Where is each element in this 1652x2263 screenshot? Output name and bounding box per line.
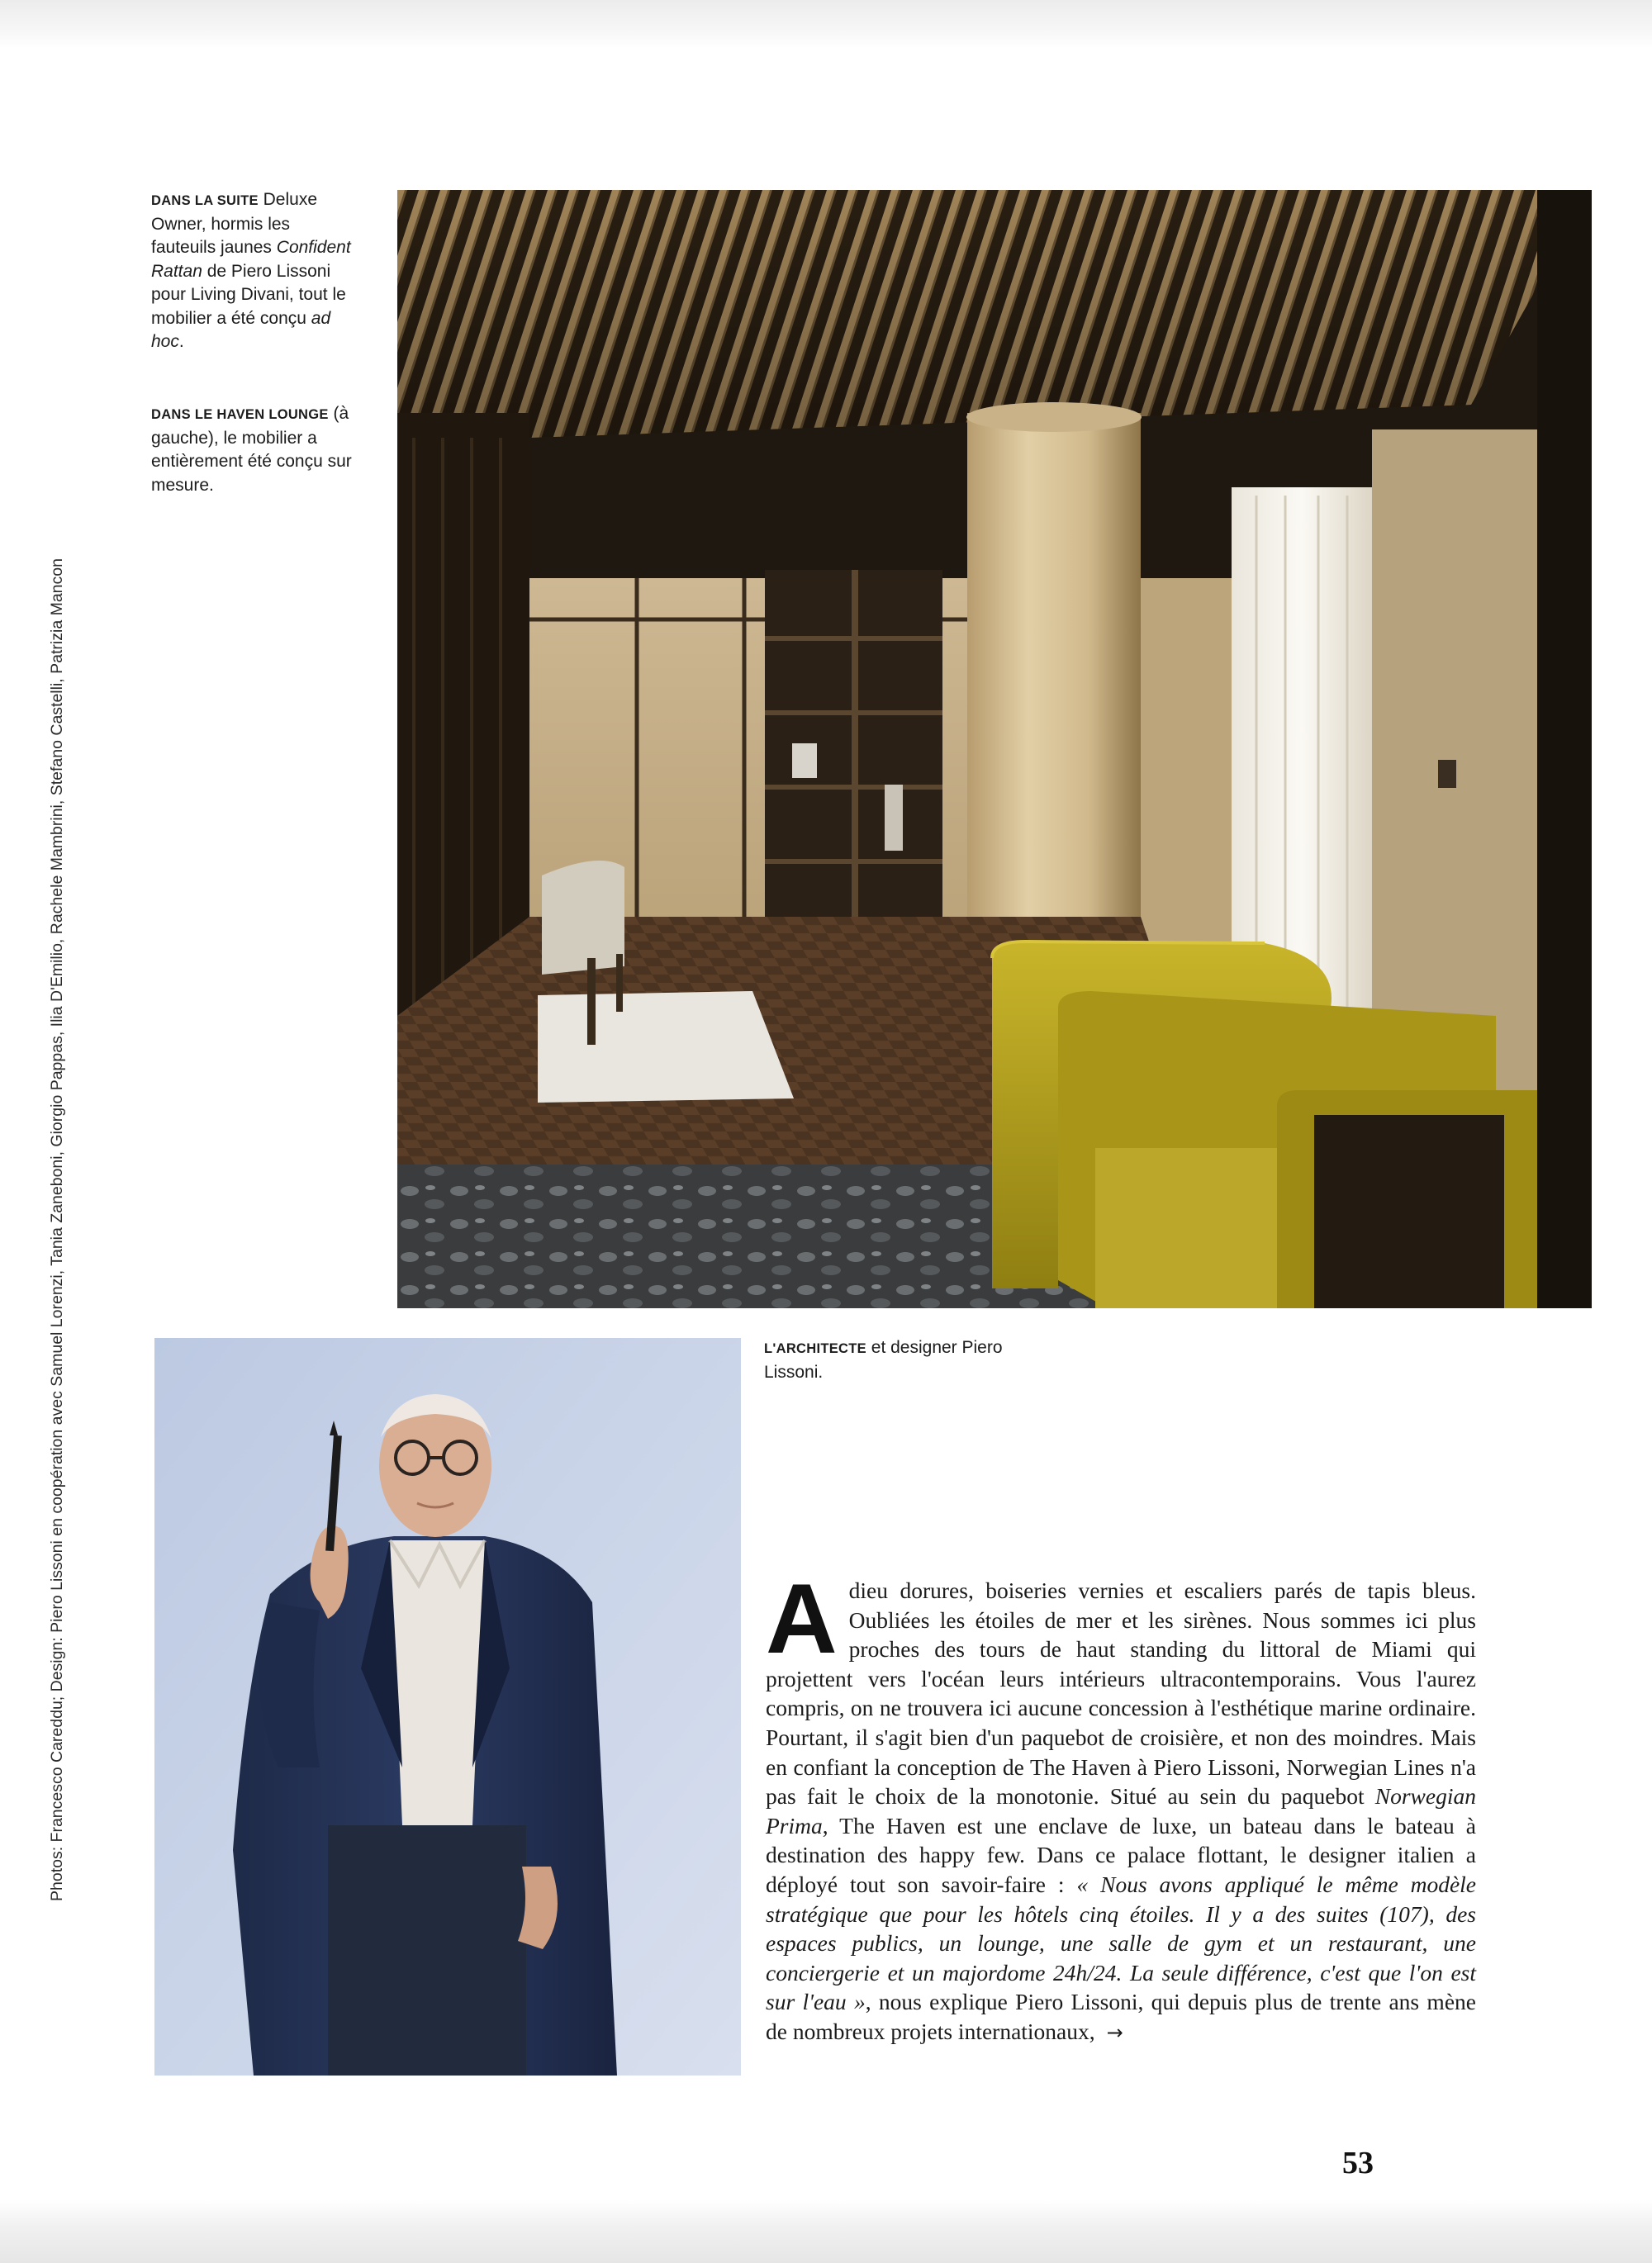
interior-photo — [397, 190, 1592, 1308]
caption-suite-lead: DANS LA SUITE — [151, 193, 259, 208]
caption-architect-text: et designer Piero Lissoni. — [764, 1338, 1003, 1382]
portrait-photo — [154, 1338, 741, 2076]
article-body — [766, 1563, 1477, 2048]
scan-edge-top — [0, 0, 1652, 48]
portrait-photo-svg — [154, 1338, 741, 2076]
article-text-1: dieu dorures, boiseries vernies et escaliers parés de tapis bleus. Oubliées les étoiles de mer et les sirènes. Nous sommes ici plus proches des tours de haut standing du littoral de Miami qui projettent vers l'océan leurs intérieurs ultracontemporains. Vous l'aurez compris, on ne trouvera ici aucune concession à l'esthétique marine ordinaire. Pourtant, il s'agit bien d'un paquebot de croisière, et non des moindres. Mais en confiant la conception de The Haven à Piero Lissoni, Norwegian Lines n'a pas fait le choix de la monotonie. Situé au sein du paquebot — [766, 1577, 1476, 1810]
lissoni-quote: « Nous avons appliqué le même modèle stratégique que pour les hôtels cinq étoiles. Il y a des suites (107), des espaces publics, un lounge, une salle de gym et un restaurant, une conciergerie et un majordome 24h/24. La seule différence, c'est que l'on est sur l'eau » — [766, 1871, 1477, 2015]
caption-architect — [764, 1336, 1012, 1384]
caption-lounge-text: (à gauche), le mobilier a entièrement été conçu sur mesure. — [151, 404, 352, 495]
caption-architect-lead: L'ARCHITECTE — [764, 1341, 866, 1356]
scan-edge-bottom — [0, 2200, 1652, 2263]
caption-suite-italic-1: Confident Rattan — [151, 238, 351, 281]
interior-photo-svg — [397, 190, 1592, 1308]
article-text-3: , nous explique Piero Lissoni, qui depuis plus de trente ans mène de nombreux projets internationaux, — [766, 1989, 1476, 2044]
article-text-2: , The Haven est une enclave de luxe, un bateau dans le bateau à destination des happy few. Dans ce palace flottant, le designer italien a déployé tout son savoir-faire : — [766, 1812, 1476, 1897]
caption-suite — [151, 188, 358, 354]
drop-cap: A — [766, 1563, 838, 1674]
page-number: 53 — [1342, 2146, 1374, 2180]
caption-lounge — [151, 402, 358, 497]
caption-suite-text-1: Deluxe Owner, hormis les fauteuils jaunes — [151, 190, 317, 257]
caption-suite-text-3: . — [178, 332, 184, 351]
caption-lounge-lead: DANS LE HAVEN LOUNGE — [151, 407, 329, 422]
photo-credits: Photos: Francesco Careddu; Design: Piero Lissoni en coopération avec Samuel Lorenzi, Tania Zaneboni, Giorgio Pappas, Ilia D'Emilio, Rachele Mambrini, Stefano Castelli, Patrizia Mancon — [48, 558, 66, 1901]
caption-suite-text-2: de Piero Lissoni pour Living Divani, tout le mobilier a été conçu — [151, 261, 346, 328]
continue-arrow-icon: → — [1106, 2020, 1123, 2044]
ship-name: Norwegian Prima — [766, 1783, 1476, 1838]
caption-suite-italic-2: ad hoc — [151, 308, 331, 351]
